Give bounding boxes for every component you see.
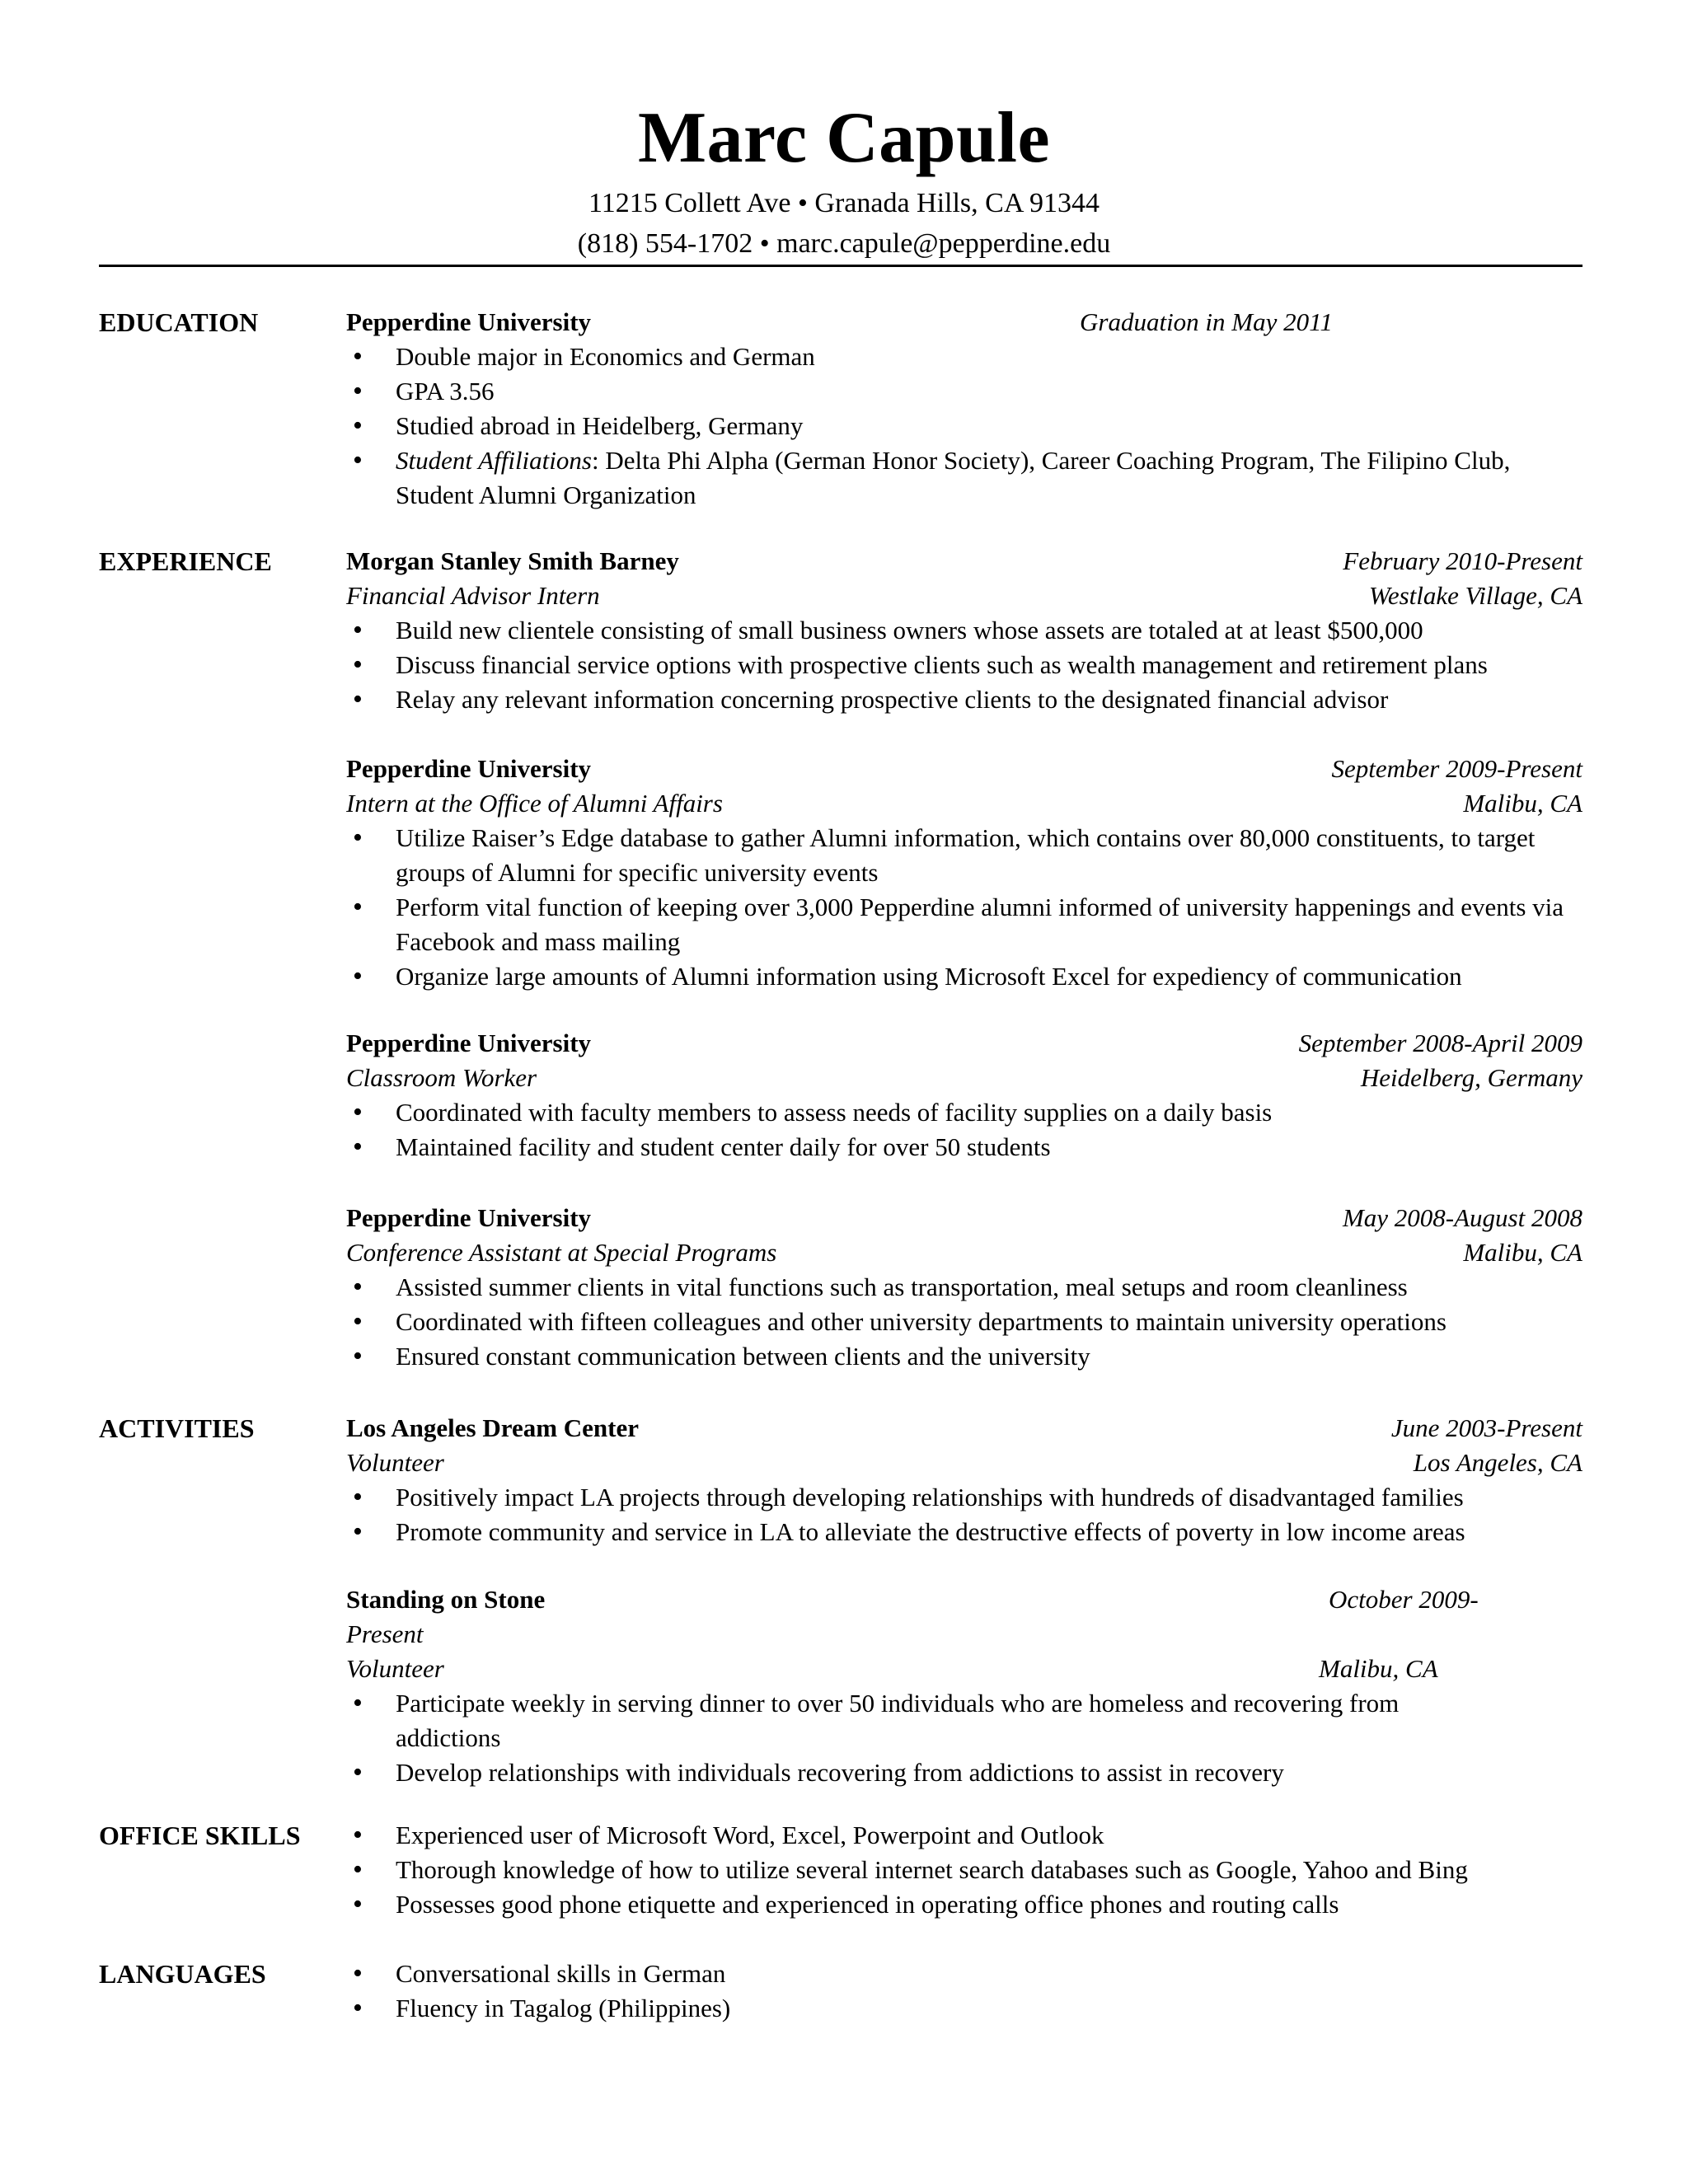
role-title: Volunteer: [346, 1448, 444, 1477]
resume-name: Marc Capule: [637, 98, 1051, 178]
list-item: • Build new clientele consisting of small business owners whose assets are totaled at at least $500,000: [346, 613, 1582, 648]
entry-date: September 2009-Present: [1331, 754, 1582, 783]
list-item: • Ensured constant communication between clients and the university: [346, 1339, 1582, 1374]
bullet-list: [346, 340, 1582, 513]
list-item: • Fluency in Tagalog (Philippines): [346, 1991, 1582, 2026]
list-item: • Positively impact LA projects through developing relationships with hundreds of disadvantaged families: [346, 1480, 1582, 1515]
list-item: • Utilize Raiser’s Edge database to gather Alumni information, which contains over 80,000 constituents, to target groups of Alumni for specific university events: [346, 821, 1582, 890]
organization-name: Standing on Stone: [346, 1585, 546, 1614]
role-title: Classroom Worker: [346, 1063, 537, 1092]
list-item: • Assisted summer clients in vital functions such as transportation, meal setups and room cleanliness: [346, 1270, 1582, 1305]
entry-date: October 2009-: [1329, 1585, 1479, 1614]
languages-entry: [346, 1957, 1582, 2026]
list-item: • Participate weekly in serving dinner to over 50 individuals who are homeless and recovering from addictions: [346, 1686, 1500, 1755]
entry-header-row: [346, 544, 1582, 579]
section-title: EDUCATION: [99, 307, 259, 337]
activity-entry: [346, 1582, 1582, 1790]
affiliations-text: : Delta Phi Alpha (German Honor Society), Career Coaching Program, The Filipino Club, Student Alumni Organization: [396, 446, 1511, 509]
list-item: • Coordinated with faculty members to assess needs of facility supplies on a daily basis: [346, 1095, 1582, 1130]
list-item: • Develop relationships with individuals recovering from addictions to assist in recovery: [346, 1755, 1500, 1790]
entry-header-row: [346, 1026, 1582, 1061]
entry-date: Graduation in May 2011: [1080, 307, 1333, 336]
affiliations-label: Student Affiliations: [396, 446, 592, 475]
bullet-list: [346, 1686, 1500, 1790]
list-item: • Relay any relevant information concerning prospective clients to the designated financial advisor: [346, 682, 1582, 717]
role-title: Financial Advisor Intern: [346, 581, 600, 610]
organization-name: Pepperdine University: [346, 1203, 592, 1232]
entry-role-row: [346, 1446, 1582, 1480]
contact-phone-email: (818) 554-1702 • marc.capule@pepperdine.edu: [577, 228, 1111, 259]
entry-date-continued: Present: [346, 1619, 424, 1648]
role-title: Volunteer: [346, 1654, 444, 1683]
entry-header-row: [346, 1582, 1582, 1617]
entry-location: Malibu, CA: [1463, 789, 1582, 818]
header-divider: [99, 265, 1582, 267]
activity-entry: [346, 1411, 1582, 1549]
education-entry: [346, 305, 1582, 513]
list-item: • Thorough knowledge of how to utilize several internet search databases such as Google, Yahoo and Bing: [346, 1853, 1582, 1887]
entry-date-continued-row: [346, 1617, 1582, 1652]
organization-name: Pepperdine University: [346, 754, 592, 783]
experience-entry: [346, 1026, 1582, 1165]
entry-location: Malibu, CA: [1463, 1238, 1582, 1267]
section-title: EXPERIENCE: [99, 546, 272, 576]
list-item: • Perform vital function of keeping over 3,000 Pepperdine alumni informed of university happenings and events via Facebook and mass mailing: [346, 890, 1582, 959]
entry-location: Heidelberg, Germany: [1360, 1063, 1582, 1092]
list-item: • Promote community and service in LA to alleviate the destructive effects of poverty in low income areas: [346, 1515, 1582, 1549]
entry-role-row: [346, 786, 1582, 821]
entry-header-row: [346, 305, 1582, 340]
bullet-list: [346, 1270, 1582, 1374]
entry-location: Los Angeles, CA: [1413, 1448, 1582, 1477]
list-item: • Conversational skills in German: [346, 1957, 1582, 1991]
list-item: • Possesses good phone etiquette and experienced in operating office phones and routing calls: [346, 1887, 1582, 1922]
entry-role-row: [346, 579, 1582, 613]
section-title: OFFICE SKILLS: [99, 1821, 301, 1850]
entry-header-row: [346, 1201, 1582, 1235]
list-item: • Double major in Economics and German: [346, 340, 1582, 374]
entry-header-row: [346, 1411, 1582, 1446]
entry-date: June 2003-Present: [1390, 1413, 1582, 1442]
role-title: Intern at the Office of Alumni Affairs: [346, 789, 723, 818]
organization-name: Pepperdine University: [346, 307, 592, 336]
section-title: LANGUAGES: [99, 1959, 266, 1989]
entry-location: Malibu, CA: [1319, 1654, 1438, 1683]
experience-entry: [346, 1201, 1582, 1374]
bullet-list: [346, 821, 1582, 994]
skills-entry: [346, 1818, 1582, 1922]
entry-date: May 2008-August 2008: [1342, 1203, 1582, 1232]
list-item: • Discuss financial service options with prospective clients such as wealth management and retirement plans: [346, 648, 1582, 682]
bullet-list: [346, 613, 1582, 717]
entry-role-row: [346, 1061, 1582, 1095]
section-title: ACTIVITIES: [99, 1413, 255, 1443]
bullet-list: [346, 1818, 1582, 1922]
list-item: • Coordinated with fifteen colleagues and other university departments to maintain university operations: [346, 1305, 1582, 1339]
entry-date: September 2008-April 2009: [1298, 1029, 1582, 1057]
organization-name: Morgan Stanley Smith Barney: [346, 546, 679, 575]
list-item: • Studied abroad in Heidelberg, Germany: [346, 409, 1582, 443]
experience-entry: [346, 544, 1582, 717]
entry-location: Westlake Village, CA: [1368, 581, 1582, 610]
list-item: • Maintained facility and student center daily for over 50 students: [346, 1130, 1582, 1165]
bullet-list: [346, 1480, 1582, 1549]
contact-address: 11215 Collett Ave • Granada Hills, CA 91344: [588, 188, 1100, 218]
entry-role-row: [346, 1652, 1582, 1686]
experience-entry: [346, 752, 1582, 994]
organization-name: Pepperdine University: [346, 1029, 592, 1057]
entry-header-row: [346, 752, 1582, 786]
list-item: • Organize large amounts of Alumni information using Microsoft Excel for expediency of communication: [346, 959, 1582, 994]
list-item: [346, 443, 1582, 513]
bullet-list: [346, 1095, 1582, 1165]
entry-date: February 2010-Present: [1343, 546, 1582, 575]
list-item: • GPA 3.56: [346, 374, 1582, 409]
role-title: Conference Assistant at Special Programs: [346, 1238, 777, 1267]
bullet-list: [346, 1957, 1582, 2026]
organization-name: Los Angeles Dream Center: [346, 1413, 640, 1442]
list-item: • Experienced user of Microsoft Word, Excel, Powerpoint and Outlook: [346, 1818, 1582, 1853]
entry-role-row: [346, 1235, 1582, 1270]
